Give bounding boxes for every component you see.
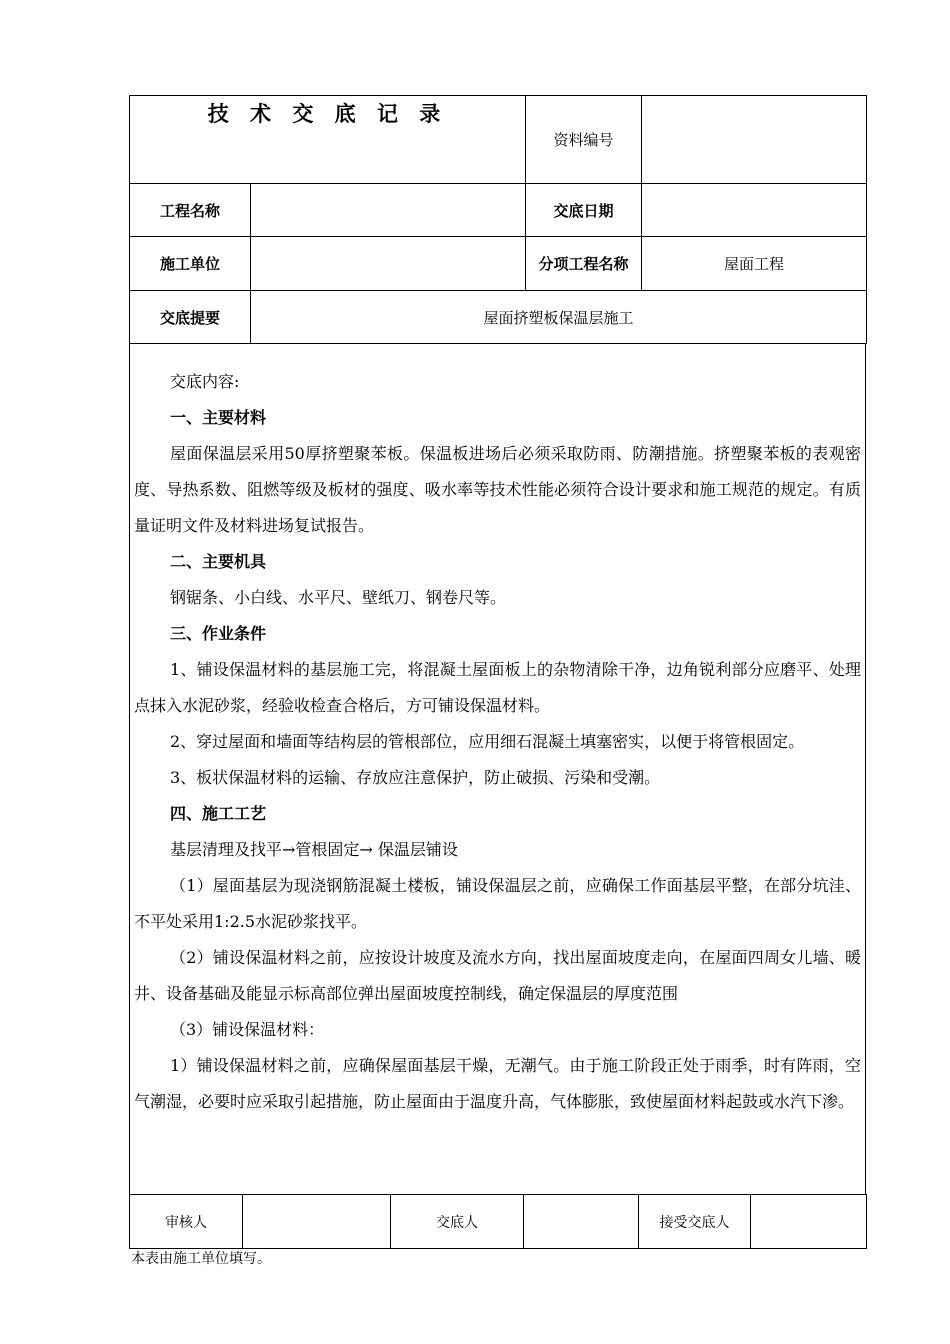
doc-no-label: 资料编号 xyxy=(526,96,642,184)
footer-note: 本表由施工单位填写。 xyxy=(131,1251,271,1267)
section-title-materials: 一、主要材料 xyxy=(170,408,267,427)
title-cell xyxy=(130,96,526,184)
project-name-value[interactable] xyxy=(251,184,526,237)
discloser-value[interactable] xyxy=(524,1195,639,1249)
discloser-label: 交底人 xyxy=(391,1195,524,1249)
doc-no-value[interactable] xyxy=(642,96,867,184)
section-conditions-item-2: 2、穿过屋面和墙面等结构层的管根部位，应用细石混凝土填塞密实，以便于将管根固定。 xyxy=(170,732,805,751)
reviewer-label: 审核人 xyxy=(130,1195,243,1249)
content-text xyxy=(134,364,861,1120)
summary-label: 交底提要 xyxy=(130,291,251,344)
section-process-step-2: （2）铺设保温材料之前，应按设计坡度及流水方向，找出屋面坡度走向，在屋面四周女儿墙、暖井、设备基础及能显示标高部位弹出屋面坡度控制线，确定保温层的厚度范围 xyxy=(134,948,861,1003)
sub-project-label: 分项工程名称 xyxy=(526,237,642,291)
section-title-tools: 二、主要机具 xyxy=(170,552,267,571)
header-table xyxy=(129,95,867,344)
project-name-label: 工程名称 xyxy=(130,184,251,237)
content-intro: 交底内容: xyxy=(170,372,240,391)
section-process-step-1: （1）屋面基层为现浇钢筋混凝土楼板，铺设保温层之前，应确保工作面基层平整，在部分坑洼、不平处采用1:2.5水泥砂浆找平。 xyxy=(134,876,861,931)
section-tools-paragraph: 钢锯条、小白线、水平尺、壁纸刀、钢卷尺等。 xyxy=(170,588,507,607)
construction-unit-label: 施工单位 xyxy=(130,237,251,291)
handover-date-label: 交底日期 xyxy=(526,184,642,237)
section-process-step-3-1: 1）铺设保温材料之前，应确保屋面基层干燥，无潮气。由于施工阶段正处于雨季，时有阵雨，空气潮湿，必要时应采取引起措施，防止屋面由于温度升高，气体膨胀，致使屋面材料起鼓或水汽下渗。 xyxy=(134,1056,861,1111)
receiver-value[interactable] xyxy=(751,1195,867,1249)
section-title-process: 四、施工工艺 xyxy=(170,804,267,823)
signature-table xyxy=(129,1194,867,1249)
section-conditions-item-3: 3、板状保温材料的运输、存放应注意保护，防止破损、污染和受潮。 xyxy=(170,768,661,787)
section-conditions-item-1: 1、铺设保温材料的基层施工完，将混凝土屋面板上的杂物清除干净，边角锐利部分应磨平、处理点抹入水泥砂浆，经验收检查合格后，方可铺设保温材料。 xyxy=(134,660,861,715)
page-title: 技 术 交 底 记 录 xyxy=(207,102,448,126)
content-box xyxy=(129,344,866,1194)
section-process-flow: 基层清理及找平→管根固定→ 保温层铺设 xyxy=(170,840,458,859)
sub-project-value[interactable]: 屋面工程 xyxy=(642,237,867,291)
summary-value[interactable]: 屋面挤塑板保温层施工 xyxy=(251,291,867,344)
handover-date-value[interactable] xyxy=(642,184,867,237)
construction-unit-value[interactable] xyxy=(251,237,526,291)
reviewer-value[interactable] xyxy=(243,1195,391,1249)
section-title-conditions: 三、作业条件 xyxy=(170,624,267,643)
receiver-label: 接受交底人 xyxy=(639,1195,751,1249)
section-process-step-3: （3）铺设保温材料： xyxy=(170,1020,325,1039)
section-materials-paragraph: 屋面保温层采用50厚挤塑聚苯板。保温板进场后必须采取防雨、防潮措施。挤塑聚苯板的表观密度、导热系数、阻燃等级及板材的强度、吸水率等技术性能必须符合设计要求和施工规范的规定。有质量证明文件及材料进场复试报告。 xyxy=(134,444,861,535)
